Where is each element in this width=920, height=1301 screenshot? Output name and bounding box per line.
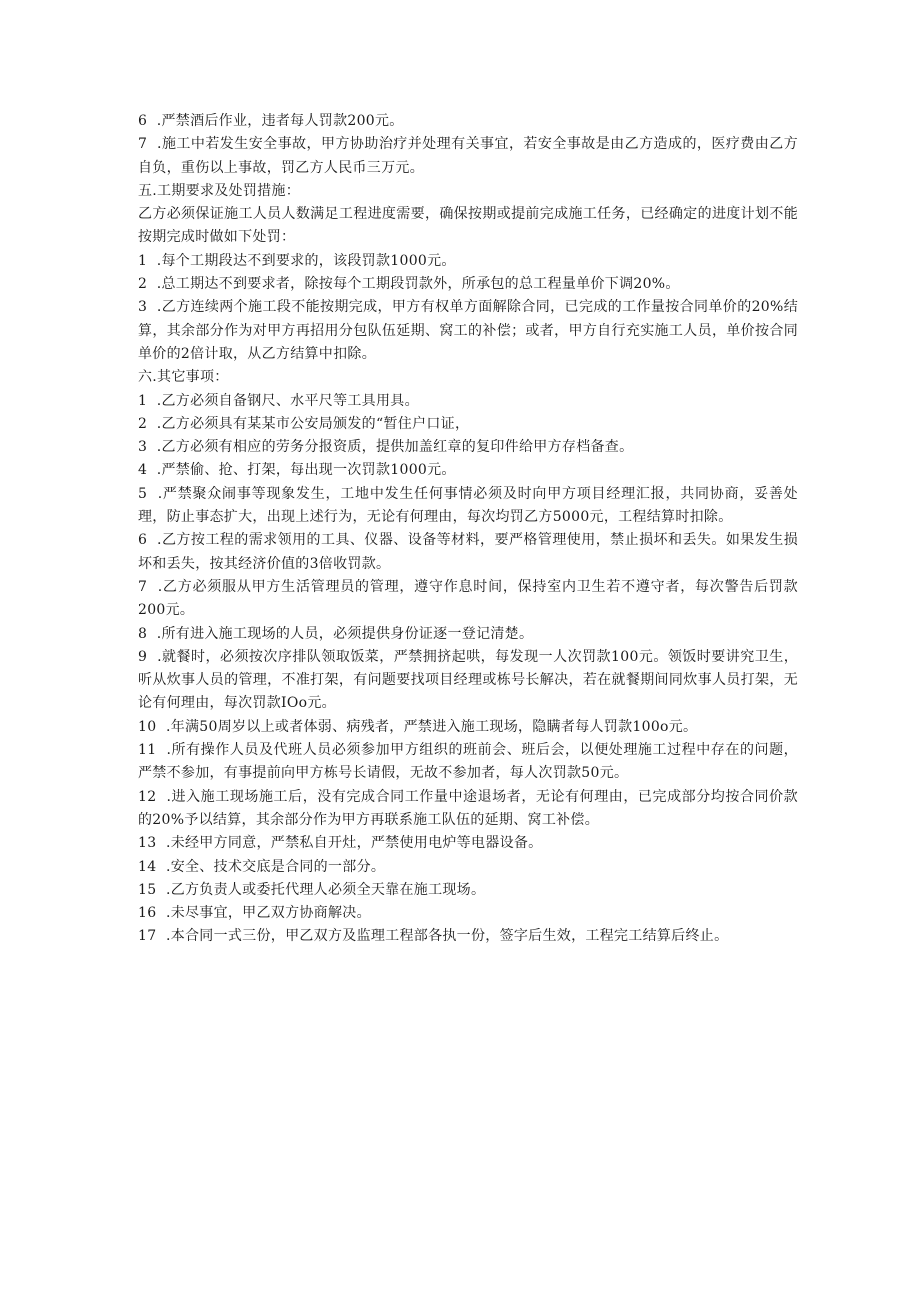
clause-number: 2 [138,276,148,293]
clause-item [138,739,798,786]
clause-number: 6 [138,532,148,549]
clause-number: 3 [138,299,148,316]
clause-number: 15 [138,881,157,898]
clause-text: .年满50周岁以上或者体弱、病残者，严禁进入施工现场，隐瞒者每人罚款100o元。 [165,718,698,735]
clause-number: 17 [138,928,157,945]
clause-number: 7 [138,578,148,595]
clause-text: .乙方必须自备钢尺、水平尺等工具用具。 [156,392,419,409]
clause-text: .未经甲方同意，严禁私自开灶，严禁使用电炉等电器设备。 [165,835,543,852]
clause-item [138,110,798,133]
clause-item [138,296,798,366]
clause-item [138,646,798,716]
clause-number: 5 [138,485,148,502]
clause-text: .安全、技术交底是合同的一部分。 [165,858,386,875]
clause-text: .所有进入施工现场的人员，必须提供身份证逐一登记清楚。 [156,625,534,642]
clause-text: .就餐时，必须按次序排队领取饭菜，严禁拥挤起哄，每发现一人次罚款100元。领饭时要讲究卫生，听从炊事人员的管理，不准打架，有问题要找项目经理或栋号长解决，若在就餐期间同炊事人员打架，无论有何理由，每次罚款IOo元。 [138,648,798,712]
clause-text: .未尽事宜，甲乙双方协商解决。 [165,905,371,922]
clause-number: 3 [138,439,148,456]
clause-text: .乙方必须有相应的劳务分报资质，提供加盖红章的复印件给甲方存档备查。 [156,439,634,456]
clause-text: .严禁酒后作业，违者每人罚款200元。 [156,113,404,129]
clause-text: .乙方连续两个施工段不能按期完成，甲方有权单方面解除合同，已完成的工作量按合同单价的20%结算，其余部分作为对甲方再招用分包队伍延期、窝工的补偿；或者，甲方自行充实施工人员，单价按合同单价的2倍计取，从乙方结算中扣除。 [138,299,798,362]
clause-text: .本合同一式三份，甲乙双方及监理工程部各执一份，签字后生效，工程完工结算后终止。 [165,928,729,945]
contract-page [138,110,798,972]
clause-item [138,483,798,530]
clause-number: 14 [138,858,157,875]
clause-item [138,576,798,623]
clause-number: 10 [138,718,157,735]
clause-item [138,459,798,482]
clause-item [138,925,798,948]
clause-number: 16 [138,905,157,922]
clause-item [138,832,798,855]
clause-number: 13 [138,835,157,852]
clause-text: .严禁聚众闹事等现象发生，工地中发生任何事情必须及时向甲方项目经理汇报，共同协商，妥善处理，防止事态扩大，出现上述行为，无论有何理由，每次均罚乙方5000元，工程结算时扣除。 [138,485,798,526]
clause-item [138,133,798,180]
clause-item [138,273,798,296]
clause-text: .总工期达不到要求者，除按每个工期段罚款外，所承包的总工程量单价下调20%。 [156,276,680,293]
clause-number: 1 [138,252,148,269]
clause-text: .每个工期段达不到要求的，该段罚款1000元。 [156,252,456,269]
clause-text: .进入施工现场施工后，没有完成合同工作量中途退场者，无论有何理由，已完成部分均按合同价款的20%予以结算，其余部分作为甲方再联系施工队伍的延期、窝工补偿。 [138,788,798,828]
clause-item [138,529,798,576]
clause-item [138,856,798,879]
clause-number: 11 [138,742,157,759]
clause-item [138,786,798,833]
section-paragraph: 乙方必须保证施工人员人数满足工程进度需要，确保按期或提前完成施工任务，已经确定的进度计划不能按期完成时做如下处罚： [138,206,798,246]
clause-item [138,623,798,646]
section-heading: 五.工期要求及处罚措施： [138,182,301,199]
clause-item [138,716,798,739]
clause-item [138,879,798,902]
clause-text: .施工中若发生安全事故，甲方协助治疗并处理有关事宜，若安全事故是由乙方造成的，医疗费由乙方自负，重伤以上事故，罚乙方人民币三万元。 [138,136,798,176]
clause-text: .所有操作人员及代班人员必须参加甲方组织的班前会、班后会，以便处理施工过程中存在的问题，严禁不参加，有事提前向甲方栋号长请假，无故不参加者，每人次罚款50元。 [138,742,798,782]
clause-number: 4 [138,462,148,479]
clause-number: 8 [138,625,148,642]
clause-item [138,436,798,459]
clause-text: .乙方必须服从甲方生活管理员的管理，遵守作息时间，保持室内卫生若不遵守者，每次警告后罚款200元。 [138,578,798,619]
section-heading: 六.其它事项： [138,369,229,386]
clause-item [138,250,798,273]
clause-number: 12 [138,788,157,805]
clause-item [138,902,798,925]
clause-item [138,390,798,413]
clause-number: 6 [138,113,148,129]
clause-item [138,413,798,436]
clause-text: .乙方必须具有某某市公安局颁发的“暂住户口证， [156,415,470,432]
clause-number: 9 [138,648,148,665]
clause-number: 7 [138,136,148,153]
clause-text: .乙方按工程的需求领用的工具、仪器、设备等材料，要严格管理使用，禁止损坏和丢失。如果发生损坏和丢失，按其经济价值的3倍收罚款。 [138,532,798,572]
clause-item [138,949,798,972]
clause-text: .乙方负责人或委托代理人必须全天靠在施工现场。 [165,881,486,898]
clause-number: 2 [138,415,148,432]
clause-number: 1 [138,392,148,409]
clause-text: .严禁偷、抢、打架，每出现一次罚款1000元。 [156,462,456,479]
